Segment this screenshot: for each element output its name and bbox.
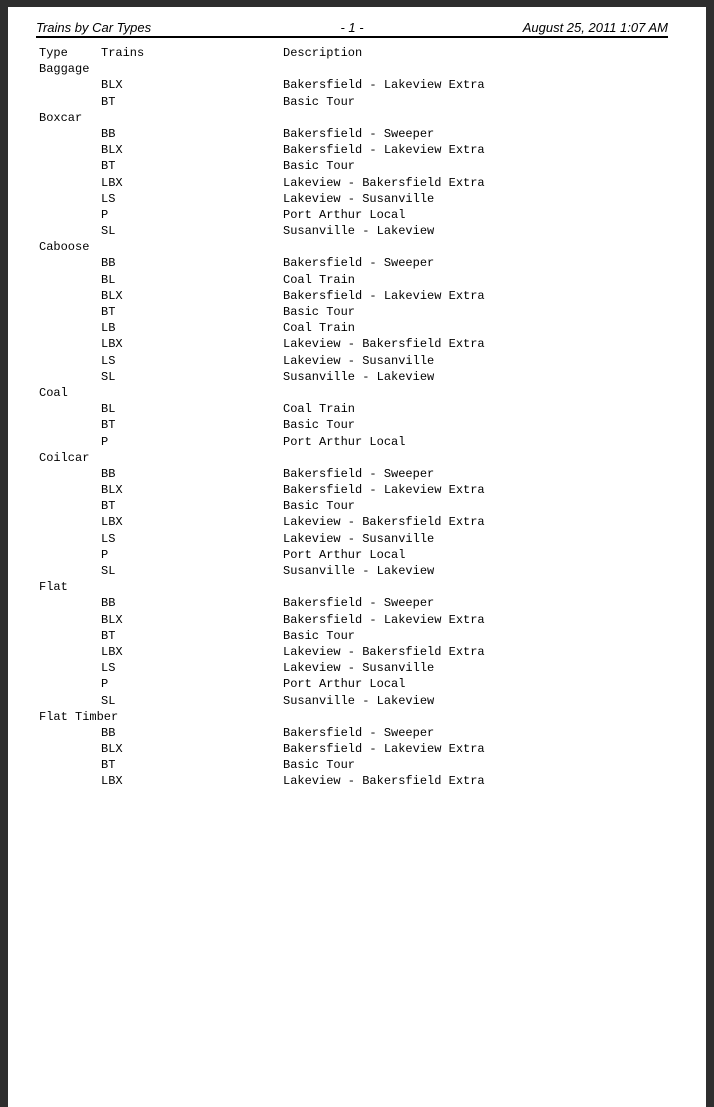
train-code-cell: BB bbox=[101, 725, 116, 740]
car-type-cell bbox=[39, 514, 101, 530]
train-description-cell bbox=[283, 450, 699, 466]
car-type-cell bbox=[39, 531, 101, 547]
page-header bbox=[36, 17, 668, 36]
car-type-cell bbox=[39, 369, 101, 385]
train-description-cell: Lakeview - Susanville bbox=[283, 191, 435, 206]
train-description-cell: Coal Train bbox=[283, 272, 356, 287]
train-description-cell: Susanville - Lakeview bbox=[283, 224, 435, 239]
train-code-cell: SL bbox=[101, 224, 116, 239]
train-code-cell: BLX bbox=[101, 483, 123, 498]
car-type-cell bbox=[39, 207, 101, 223]
train-code-cell bbox=[101, 61, 283, 77]
train-code-cell: BT bbox=[101, 305, 116, 319]
train-row bbox=[39, 531, 699, 547]
train-description-cell bbox=[283, 579, 699, 595]
train-code-cell: BT bbox=[101, 418, 116, 433]
train-description-cell bbox=[283, 239, 699, 255]
train-row bbox=[39, 336, 699, 352]
car-type-row bbox=[39, 385, 699, 401]
train-row bbox=[39, 595, 699, 611]
train-description-cell: Basic Tour bbox=[283, 418, 356, 433]
train-code-cell bbox=[118, 709, 300, 725]
car-type-cell: Caboose bbox=[39, 240, 90, 255]
car-type-cell bbox=[39, 401, 101, 417]
train-description-cell bbox=[283, 110, 699, 126]
train-row bbox=[39, 612, 699, 628]
train-row bbox=[39, 126, 699, 142]
train-code-cell: BB bbox=[101, 596, 116, 611]
train-code-cell: BT bbox=[101, 628, 116, 643]
car-type-row bbox=[39, 709, 699, 725]
car-type-row bbox=[39, 110, 699, 126]
train-code-cell: BT bbox=[101, 499, 116, 514]
car-type-cell: Boxcar bbox=[39, 110, 83, 125]
train-code-cell: LBX bbox=[101, 175, 123, 190]
train-code-cell: LBX bbox=[101, 337, 123, 352]
train-description-cell: Bakersfield - Lakeview Extra bbox=[283, 483, 485, 498]
train-description-cell: Bakersfield - Sweeper bbox=[283, 466, 435, 481]
train-description-cell: Basic Tour bbox=[283, 499, 356, 514]
train-row bbox=[39, 434, 699, 450]
train-code-cell: SL bbox=[101, 369, 116, 384]
train-description-cell: Bakersfield - Sweeper bbox=[283, 596, 435, 611]
page-number: - 1 - bbox=[340, 20, 364, 35]
column-header-description: Description bbox=[283, 46, 363, 60]
train-description-cell: Port Arthur Local bbox=[283, 434, 406, 449]
train-code-cell: SL bbox=[101, 564, 116, 578]
report-page bbox=[8, 7, 706, 1107]
train-code-cell: LBX bbox=[101, 774, 123, 789]
train-code-cell bbox=[101, 239, 283, 255]
train-description-cell: Lakeview - Bakersfield Extra bbox=[283, 337, 485, 352]
car-type-cell: Coal bbox=[39, 385, 68, 400]
train-code-cell: P bbox=[101, 207, 109, 222]
train-code-cell: LS bbox=[101, 191, 116, 206]
train-description-cell: Port Arthur Local bbox=[283, 547, 406, 562]
train-row bbox=[39, 353, 699, 369]
train-description-cell: Lakeview - Bakersfield Extra bbox=[283, 515, 485, 530]
train-row bbox=[39, 320, 699, 336]
car-type-cell bbox=[39, 660, 101, 676]
car-type-cell bbox=[39, 223, 101, 239]
car-type-cell bbox=[39, 175, 101, 191]
car-type-cell bbox=[39, 466, 101, 482]
car-type-cell bbox=[39, 725, 101, 741]
car-type-cell bbox=[39, 336, 101, 352]
train-code-cell: LB bbox=[101, 321, 116, 336]
train-row bbox=[39, 401, 699, 417]
car-type-row bbox=[39, 61, 699, 77]
train-code-cell: BLX bbox=[101, 288, 123, 303]
train-code-cell: LS bbox=[101, 353, 116, 368]
car-type-cell: Flat Timber bbox=[39, 709, 119, 724]
train-code-cell bbox=[101, 110, 283, 126]
train-row bbox=[39, 191, 699, 207]
train-row bbox=[39, 628, 699, 644]
train-code-cell: LS bbox=[101, 661, 116, 676]
car-type-cell bbox=[39, 288, 101, 304]
train-code-cell: BLX bbox=[101, 143, 123, 158]
car-type-cell bbox=[39, 547, 101, 563]
column-header-row bbox=[39, 45, 699, 61]
train-code-cell bbox=[101, 385, 283, 401]
car-type-cell bbox=[39, 741, 101, 757]
train-description-cell: Bakersfield - Sweeper bbox=[283, 725, 435, 740]
train-code-cell bbox=[101, 450, 283, 466]
header-rule bbox=[36, 36, 668, 38]
train-row bbox=[39, 514, 699, 530]
train-row bbox=[39, 498, 699, 514]
car-type-cell: Coilcar bbox=[39, 450, 90, 465]
train-row bbox=[39, 304, 699, 320]
column-header-type: Type bbox=[39, 46, 68, 60]
car-type-cell bbox=[39, 255, 101, 271]
train-row bbox=[39, 77, 699, 93]
train-description-cell bbox=[283, 385, 699, 401]
car-type-cell bbox=[39, 272, 101, 288]
train-code-cell: BB bbox=[101, 126, 116, 141]
car-type-cell bbox=[39, 612, 101, 628]
train-description-cell: Port Arthur Local bbox=[283, 207, 406, 222]
train-description-cell: Lakeview - Susanville bbox=[283, 531, 435, 546]
train-description-cell: Basic Tour bbox=[283, 305, 356, 319]
train-code-cell: BB bbox=[101, 256, 116, 271]
train-description-cell: Lakeview - Bakersfield Extra bbox=[283, 774, 485, 789]
car-type-cell bbox=[39, 353, 101, 369]
train-code-cell: P bbox=[101, 547, 109, 562]
column-header-trains: Trains bbox=[101, 46, 145, 60]
train-code-cell: BL bbox=[101, 402, 116, 417]
train-row bbox=[39, 175, 699, 191]
train-row bbox=[39, 773, 699, 789]
car-type-row bbox=[39, 579, 699, 595]
train-code-cell: BT bbox=[101, 159, 116, 174]
train-description-cell: Lakeview - Susanville bbox=[283, 353, 435, 368]
report-body bbox=[39, 45, 699, 790]
car-type-cell bbox=[39, 77, 101, 93]
train-row bbox=[39, 482, 699, 498]
train-description-cell: Bakersfield - Sweeper bbox=[283, 256, 435, 271]
train-code-cell: LBX bbox=[101, 515, 123, 530]
train-row bbox=[39, 255, 699, 271]
train-code-cell: P bbox=[101, 434, 109, 449]
car-type-cell bbox=[39, 434, 101, 450]
train-description-cell: Bakersfield - Lakeview Extra bbox=[283, 612, 485, 627]
train-description-cell: Basic Tour bbox=[283, 94, 356, 109]
car-type-cell bbox=[39, 644, 101, 660]
train-code-cell bbox=[101, 579, 283, 595]
car-type-cell bbox=[39, 498, 101, 514]
car-type-cell bbox=[39, 320, 101, 336]
car-type-cell bbox=[39, 693, 101, 709]
train-description-cell: Lakeview - Bakersfield Extra bbox=[283, 644, 485, 659]
car-type-cell bbox=[39, 158, 101, 174]
car-type-cell bbox=[39, 142, 101, 158]
train-description-cell: Basic Tour bbox=[283, 628, 356, 643]
train-code-cell: SL bbox=[101, 693, 116, 708]
train-code-cell: BT bbox=[101, 758, 116, 773]
train-description-cell bbox=[283, 61, 699, 77]
car-type-cell bbox=[39, 94, 101, 110]
train-row bbox=[39, 417, 699, 433]
report-title: Trains by Car Types bbox=[36, 20, 152, 35]
car-type-cell bbox=[39, 482, 101, 498]
car-type-cell bbox=[39, 595, 101, 611]
train-code-cell: BT bbox=[101, 94, 116, 109]
train-description-cell: Basic Tour bbox=[283, 758, 356, 773]
train-code-cell: BLX bbox=[101, 78, 123, 93]
train-row bbox=[39, 547, 699, 563]
train-row bbox=[39, 660, 699, 676]
train-row bbox=[39, 142, 699, 158]
train-description-cell: Susanville - Lakeview bbox=[283, 564, 435, 578]
car-type-cell bbox=[39, 628, 101, 644]
train-description-cell: Lakeview - Susanville bbox=[283, 661, 435, 676]
train-description-cell: Port Arthur Local bbox=[283, 677, 406, 692]
train-description-cell bbox=[300, 709, 699, 725]
train-description-cell: Bakersfield - Lakeview Extra bbox=[283, 143, 485, 158]
train-row bbox=[39, 757, 699, 773]
car-type-cell bbox=[39, 304, 101, 320]
train-description-cell: Bakersfield - Sweeper bbox=[283, 126, 435, 141]
car-type-cell bbox=[39, 126, 101, 142]
car-type-row bbox=[39, 239, 699, 255]
car-type-cell bbox=[39, 563, 101, 579]
train-description-cell: Susanville - Lakeview bbox=[283, 369, 435, 384]
train-description-cell: Bakersfield - Lakeview Extra bbox=[283, 78, 485, 93]
train-description-cell: Susanville - Lakeview bbox=[283, 693, 435, 708]
train-description-cell: Bakersfield - Lakeview Extra bbox=[283, 288, 485, 303]
train-code-cell: BL bbox=[101, 272, 116, 287]
car-type-cell: Flat bbox=[39, 580, 68, 595]
train-row bbox=[39, 693, 699, 709]
car-type-cell bbox=[39, 773, 101, 789]
train-row bbox=[39, 644, 699, 660]
train-code-cell: BLX bbox=[101, 742, 123, 757]
train-code-cell: LBX bbox=[101, 644, 123, 659]
train-row bbox=[39, 466, 699, 482]
train-description-cell: Lakeview - Bakersfield Extra bbox=[283, 175, 485, 190]
train-row bbox=[39, 272, 699, 288]
train-description-cell: Coal Train bbox=[283, 402, 356, 417]
train-description-cell: Bakersfield - Lakeview Extra bbox=[283, 742, 485, 757]
train-code-cell: BB bbox=[101, 466, 116, 481]
train-row bbox=[39, 207, 699, 223]
train-row bbox=[39, 725, 699, 741]
train-code-cell: P bbox=[101, 677, 109, 692]
train-row bbox=[39, 223, 699, 239]
train-description-cell: Basic Tour bbox=[283, 159, 356, 174]
train-row bbox=[39, 676, 699, 692]
car-type-cell: Baggage bbox=[39, 62, 90, 77]
train-row bbox=[39, 369, 699, 385]
train-description-cell: Coal Train bbox=[283, 321, 356, 336]
train-row bbox=[39, 158, 699, 174]
train-code-cell: BLX bbox=[101, 612, 123, 627]
train-row bbox=[39, 94, 699, 110]
train-code-cell: LS bbox=[101, 531, 116, 546]
car-type-cell bbox=[39, 417, 101, 433]
train-row bbox=[39, 563, 699, 579]
car-type-cell bbox=[39, 676, 101, 692]
train-row bbox=[39, 288, 699, 304]
car-type-cell bbox=[39, 191, 101, 207]
train-row bbox=[39, 741, 699, 757]
car-type-cell bbox=[39, 757, 101, 773]
car-type-row bbox=[39, 450, 699, 466]
report-timestamp: August 25, 2011 1:07 AM bbox=[522, 20, 668, 35]
